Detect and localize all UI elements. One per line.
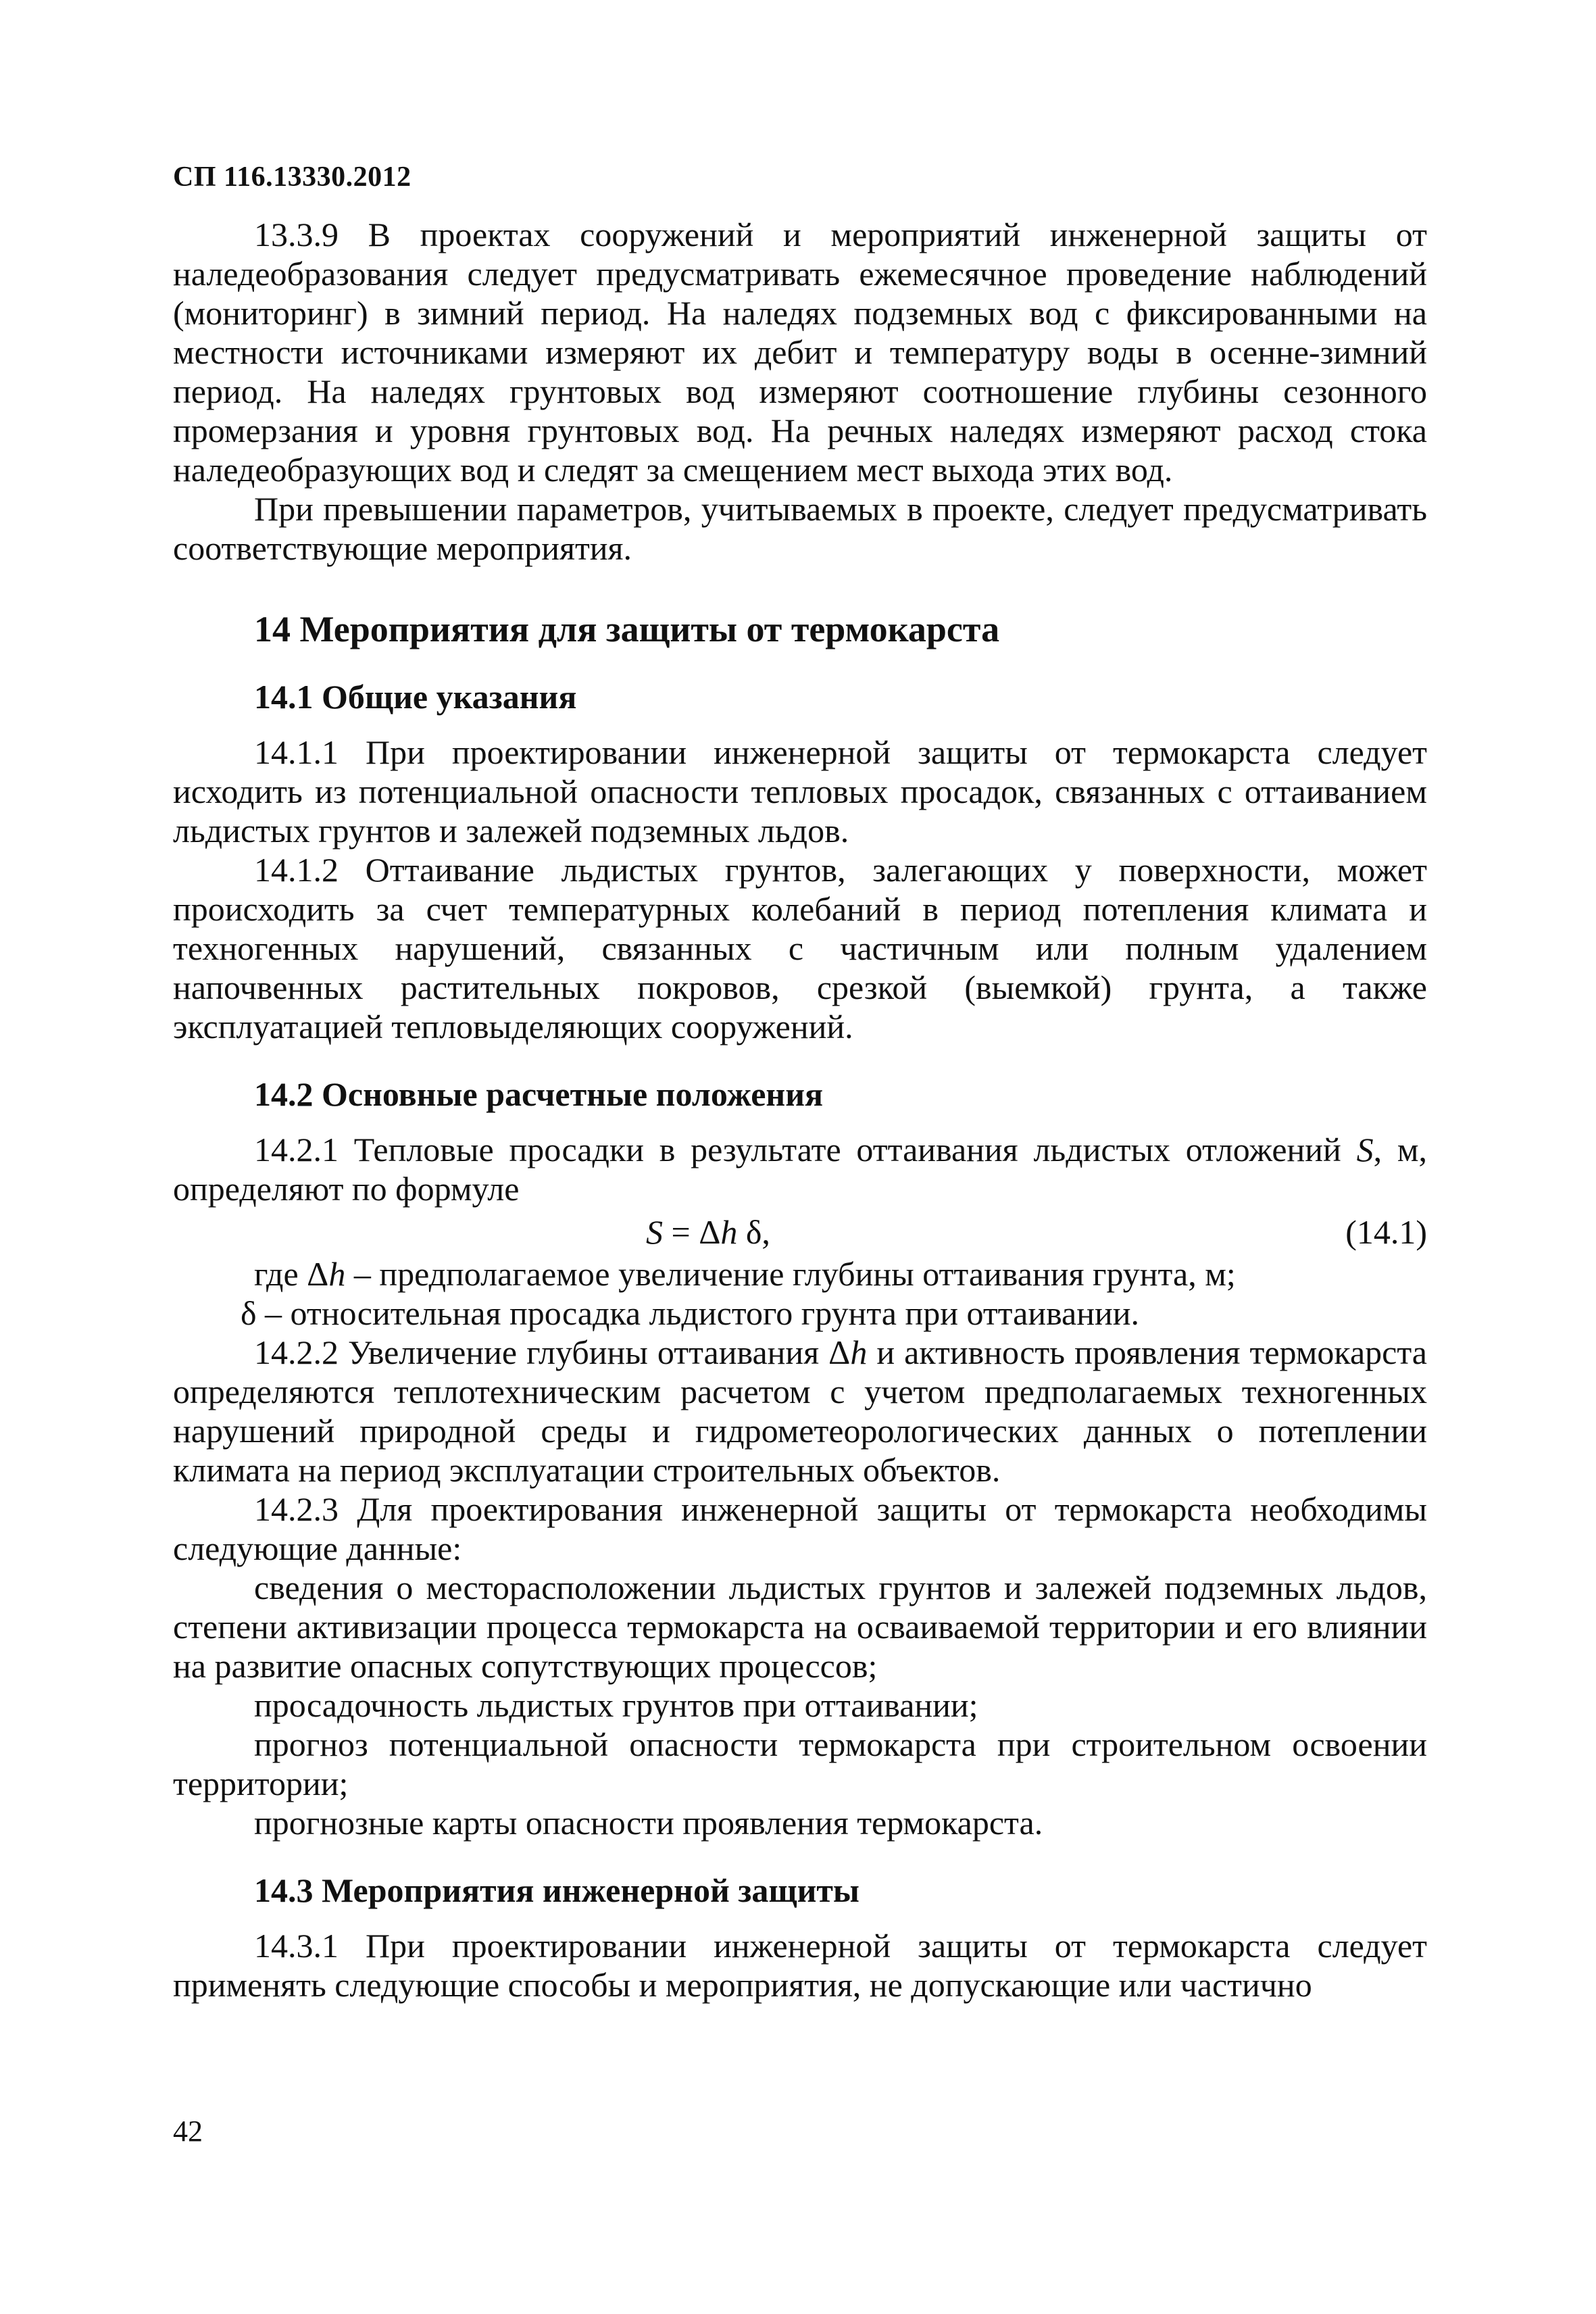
paragraph-14-2-2: [173, 1333, 1427, 1490]
paragraph-13-3-9: 13.3.9 В проектах сооружений и мероприятий инженерной защиты от наледеобразования следует предусматривать ежемесячное проведение наблюдений (мониторинг) в зимний период. На наледях подземных вод с фиксированными на местности источниками измеряют их дебит и температуру воды в осенне-зимний период. На наледях грунтовых вод измеряют соотношение глубины сезонного промерзания и уровня грунтовых вод. На речных наледях измеряют расход стока наледеобразующих вод и следят за смещением мест выхода этих вод.: [173, 216, 1427, 489]
paragraph-14-2-2-text-a: 14.2.2 Увеличение глубины оттаивания Δ: [254, 1333, 851, 1371]
list-item-1: сведения о месторасположении льдистых грунтов и залежей подземных льдов, степени активизации процесса термокарста на осваиваемой территории и его влиянии на развитие опасных сопутствующих процессов;: [173, 1569, 1427, 1685]
paragraph-14-3-1: 14.3.1 При проектировании инженерной защиты от термокарста следует применять следующие способы и мероприятия, не допускающие или частично: [173, 1927, 1427, 2004]
formula-number: (14.1): [1345, 1213, 1427, 1251]
list-item-3: прогноз потенциальной опасности термокарста при строительном освоении территории;: [173, 1725, 1427, 1802]
where-1-prefix: где Δ: [254, 1255, 329, 1293]
formula-lhs: S: [646, 1213, 663, 1251]
formula-14-1: [173, 1212, 1427, 1252]
where-line-2: δ – относительная просадка льдистого грунта при оттаивании.: [241, 1294, 1140, 1332]
formula-tail: δ,: [737, 1213, 770, 1251]
list-item-4: прогнозные карты опасности проявления термокарста.: [254, 1804, 1043, 1842]
paragraph-14-1-2: 14.1.2 Оттаивание льдистых грунтов, залегающих у поверхности, может происходить за счет температурных колебаний в период потепления климата и техногенных нарушений, связанных с частичным или полным удалением напочвенных растительных покровов, срезкой (выемкой) грунта, а также эксплуатацией тепловыделяющих сооружений.: [173, 851, 1427, 1045]
subsection-heading-14-3: 14.3 Мероприятия инженерной защиты: [254, 1871, 859, 1909]
document-code: СП 116.13330.2012: [173, 162, 412, 193]
list-item-2: просадочность льдистых грунтов при оттаивании;: [254, 1686, 978, 1724]
where-1-text: – предполагаемое увеличение глубины оттаивания грунта, м;: [345, 1255, 1236, 1293]
subsection-heading-14-1: 14.1 Общие указания: [254, 678, 577, 716]
paragraph-14-2-1-text-b: , м, определяют по формуле: [173, 1131, 1427, 1208]
section-heading-14: 14 Мероприятия для защиты от термокарста: [254, 609, 1000, 649]
subsection-heading-14-2: 14.2 Основные расчетные положения: [254, 1075, 824, 1113]
formula-expression: [646, 1212, 770, 1252]
paragraph-14-2-1: [173, 1130, 1427, 1208]
document-body: [173, 215, 1427, 2004]
paragraph-14-1-1: 14.1.1 При проектировании инженерной защиты от термокарста следует исходить из потенциальной опасности тепловых просадок, связанных с оттаиванием льдистых грунтов и залежей подземных льдов.: [173, 733, 1427, 850]
formula-h: h: [720, 1213, 738, 1251]
paragraph-14-2-2-text-b: и активность проявления термокарста определяются теплотехническим расчетом с учетом предполагаемых техногенных нарушений природной среды и гидрометеорологических данных о потеплении климата на период эксплуатации строительных объектов.: [173, 1333, 1427, 1489]
variable-s: S: [1356, 1131, 1374, 1168]
paragraph-14-2-2-h: h: [850, 1333, 868, 1371]
paragraph-14-2-3: 14.2.3 Для проектирования инженерной защиты от термокарста необходимы следующие данные:: [173, 1490, 1427, 1567]
page-number: 42: [173, 2115, 203, 2148]
paragraph-14-2-1-text-a: 14.2.1 Тепловые просадки в результате оттаивания льдистых отложений: [254, 1131, 1357, 1168]
where-1-h: h: [328, 1255, 346, 1293]
where-line-1: [173, 1254, 1427, 1294]
formula-rhs: = Δ: [663, 1213, 721, 1251]
paragraph-13-3-9-note: При превышении параметров, учитываемых в проекте, следует предусматривать соответствующие мероприятия.: [173, 490, 1427, 567]
